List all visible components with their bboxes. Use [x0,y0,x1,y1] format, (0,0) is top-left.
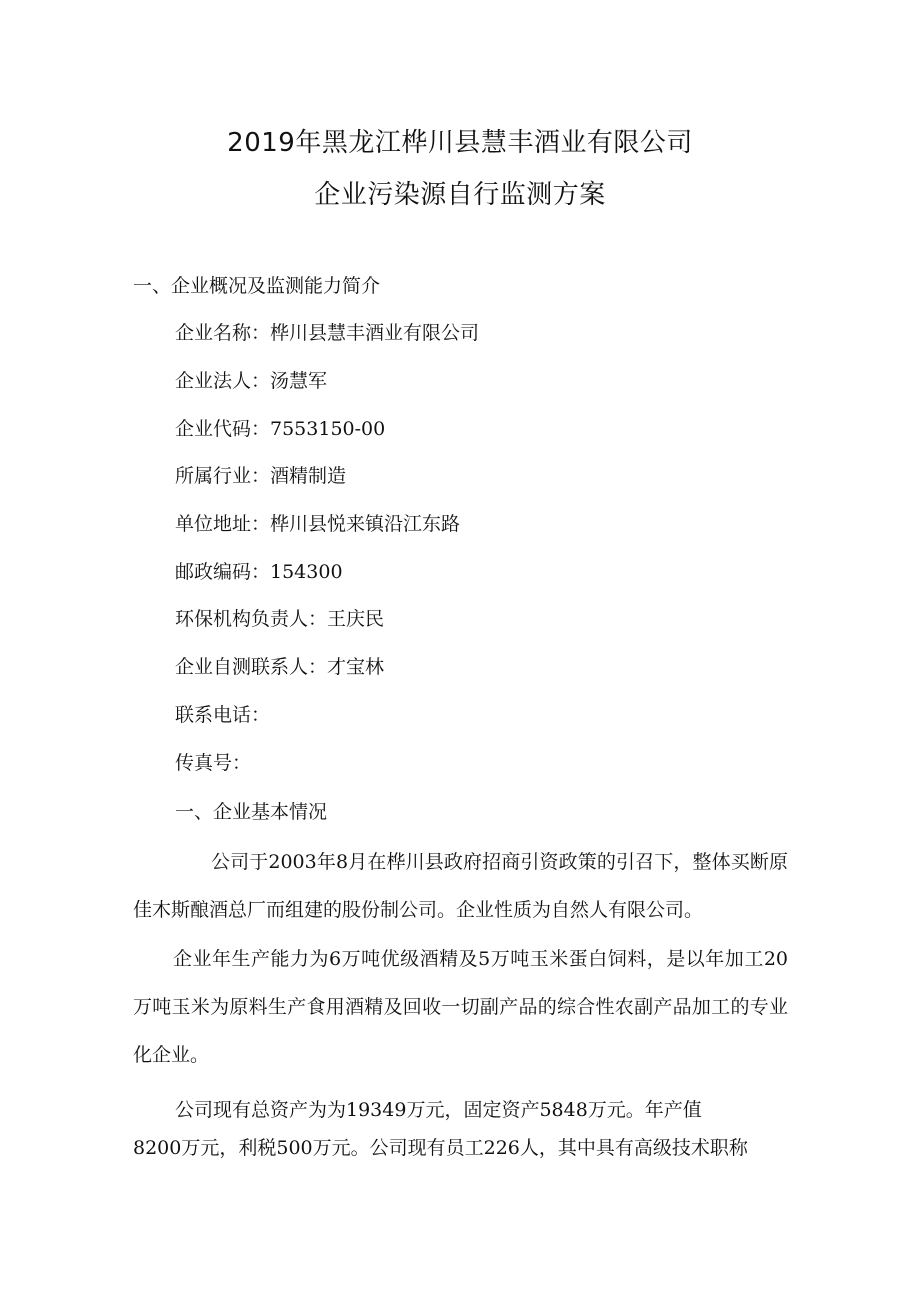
field-company-code: 企业代码：7553150-00 [175,418,386,440]
field-phone: 联系电话： [175,704,271,726]
field-company-name: 企业名称：桦川县慧丰酒业有限公司 [175,322,480,344]
section-heading-basic-info: 一、企业基本情况 [175,801,328,823]
section-heading-overview: 一、企业概况及监测能力简介 [133,275,381,297]
paragraph-company-history: 公司于2003年8月在桦川县政府招商引资政策的引召下，整体买断原佳木斯酿酒总厂而组建的股份制公司。企业性质为自然人有限公司。 [133,851,788,921]
field-address: 单位地址：桦川县悦来镇沿江东路 [175,513,461,535]
field-legal-person: 企业法人：汤慧军 [175,370,328,392]
paragraph-production-capacity: 企业年生产能力为6万吨优级酒精及5万吨玉米蛋白饲料，是以年加工20万吨玉米为原料生产食用酒精及回收一切副产品的综合性农副产品加工的专业化企业。 [133,948,788,1066]
field-postal-code: 邮政编码：154300 [175,561,343,583]
field-monitoring-contact: 企业自测联系人：才宝林 [175,656,385,678]
document-title-line-2: 企业污染源自行监测方案 [314,180,606,210]
paragraph-assets-line-1: 公司现有总资产为为19349万元，固定资产5848万元。年产值 [175,1099,702,1121]
field-fax: 传真号： [175,752,252,774]
paragraph-assets-line-2: 8200万元，利税500万元。公司现有员工226人，其中具有高级技术职称 [133,1137,748,1159]
field-env-manager: 环保机构负责人：王庆民 [175,608,385,630]
document-title-line-1: 2019年黑龙江桦川县慧丰酒业有限公司 [227,128,693,158]
field-industry: 所属行业：酒精制造 [175,465,347,487]
